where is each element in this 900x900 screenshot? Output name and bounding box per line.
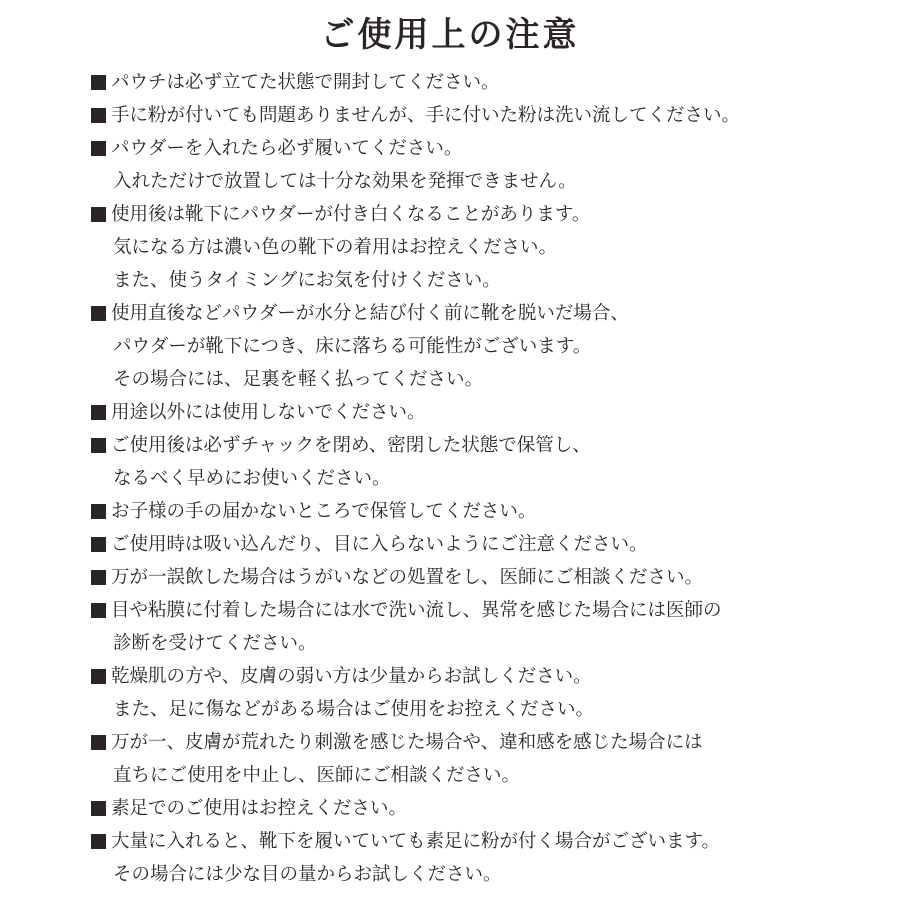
caution-item [91,495,891,528]
caution-item-text: 使用後は靴下にパウダーが付き白くなることがあります。 [111,204,591,225]
caution-item [91,99,891,132]
page-title: ご使用上の注意 [320,15,580,55]
caution-item-text: パウチは必ず立てた状態で開封してください。 [111,72,500,93]
caution-item-continuation: その場合には、足裏を軽く払ってください。 [113,369,484,390]
caution-item-continuation: パウダーが靴下につき、床に落ちる可能性がございます。 [113,336,592,357]
caution-item [91,198,891,231]
caution-item-text: 使用直後などパウダーが水分と結び付く前に靴を脱いだ場合、 [111,303,629,324]
caution-item [91,660,891,693]
square-bullet-icon [91,207,106,222]
caution-list [91,66,891,891]
caution-item-continuation: その場合には少な目の量からお試しください。 [113,864,502,885]
caution-item-text: 乾燥肌の方や、皮膚の弱い方は少量からお試しください。 [111,666,592,687]
square-bullet-icon [91,669,106,684]
square-bullet-icon [91,504,106,519]
caution-item-continuation: 診断を受けてください。 [113,633,317,654]
square-bullet-icon [91,570,106,585]
caution-item-text: ご使用後は必ずチャックを閉め、密閉した状態で保管し、 [111,435,591,456]
caution-item-text: 用途以外には使用しないでください。 [111,402,426,423]
square-bullet-icon [91,801,106,816]
caution-item-text: ご使用時は吸い込んだり、目に入らないようにご注意ください。 [111,534,648,555]
caution-item [91,429,891,462]
caution-item [91,561,891,594]
caution-item-continuation: また、足に傷などがある場合はご使用をお控えください。 [113,699,595,720]
square-bullet-icon [91,603,106,618]
square-bullet-icon [91,834,106,849]
caution-item-text: パウダーを入れたら必ず履いてください。 [111,138,463,159]
caution-item-text: お子様の手の届かないところで保管してください。 [111,501,537,522]
square-bullet-icon [91,735,106,750]
caution-item [91,792,891,825]
caution-item-continuation: 入れただけで放置しては十分な効果を発揮できません。 [113,171,577,192]
caution-item-text: 素足でのご使用はお控えください。 [111,798,408,819]
square-bullet-icon [91,306,106,321]
square-bullet-icon [91,405,106,420]
caution-item-text: 手に粉が付いても問題ありませんが、手に付いた粉は洗い流してください。 [111,105,741,126]
caution-item [91,594,891,627]
caution-item-continuation: なるべく早めにお使いください。 [113,468,391,489]
square-bullet-icon [91,75,106,90]
square-bullet-icon [91,438,106,453]
caution-item-text: 万が一誤飲した場合はうがいなどの処置をし、医師にご相談ください。 [111,567,704,588]
square-bullet-icon [91,108,106,123]
caution-item-text: 大量に入れると、靴下を履いていても素足に粉が付く場合がございます。 [111,831,721,852]
caution-item-text: 目や粘膜に付着した場合には水で洗い流し、異常を感じた場合には医師の [111,600,722,621]
caution-item-continuation: 気になる方は濃い色の靴下の着用はお控えください。 [113,237,558,258]
caution-item [91,66,891,99]
caution-item-continuation: また、使うタイミングにお気を付けください。 [113,270,501,291]
caution-item [91,726,891,759]
caution-item [91,297,891,330]
caution-item-text: 万が一、皮膚が荒れたり刺激を感じた場合や、違和感を感じた場合には [111,732,703,753]
square-bullet-icon [91,537,106,552]
caution-item [91,132,891,165]
caution-item [91,528,891,561]
caution-item [91,396,891,429]
square-bullet-icon [91,141,106,156]
caution-item-continuation: 直ちにご使用を中止し、医師にご相談ください。 [113,765,521,786]
caution-item [91,825,891,858]
